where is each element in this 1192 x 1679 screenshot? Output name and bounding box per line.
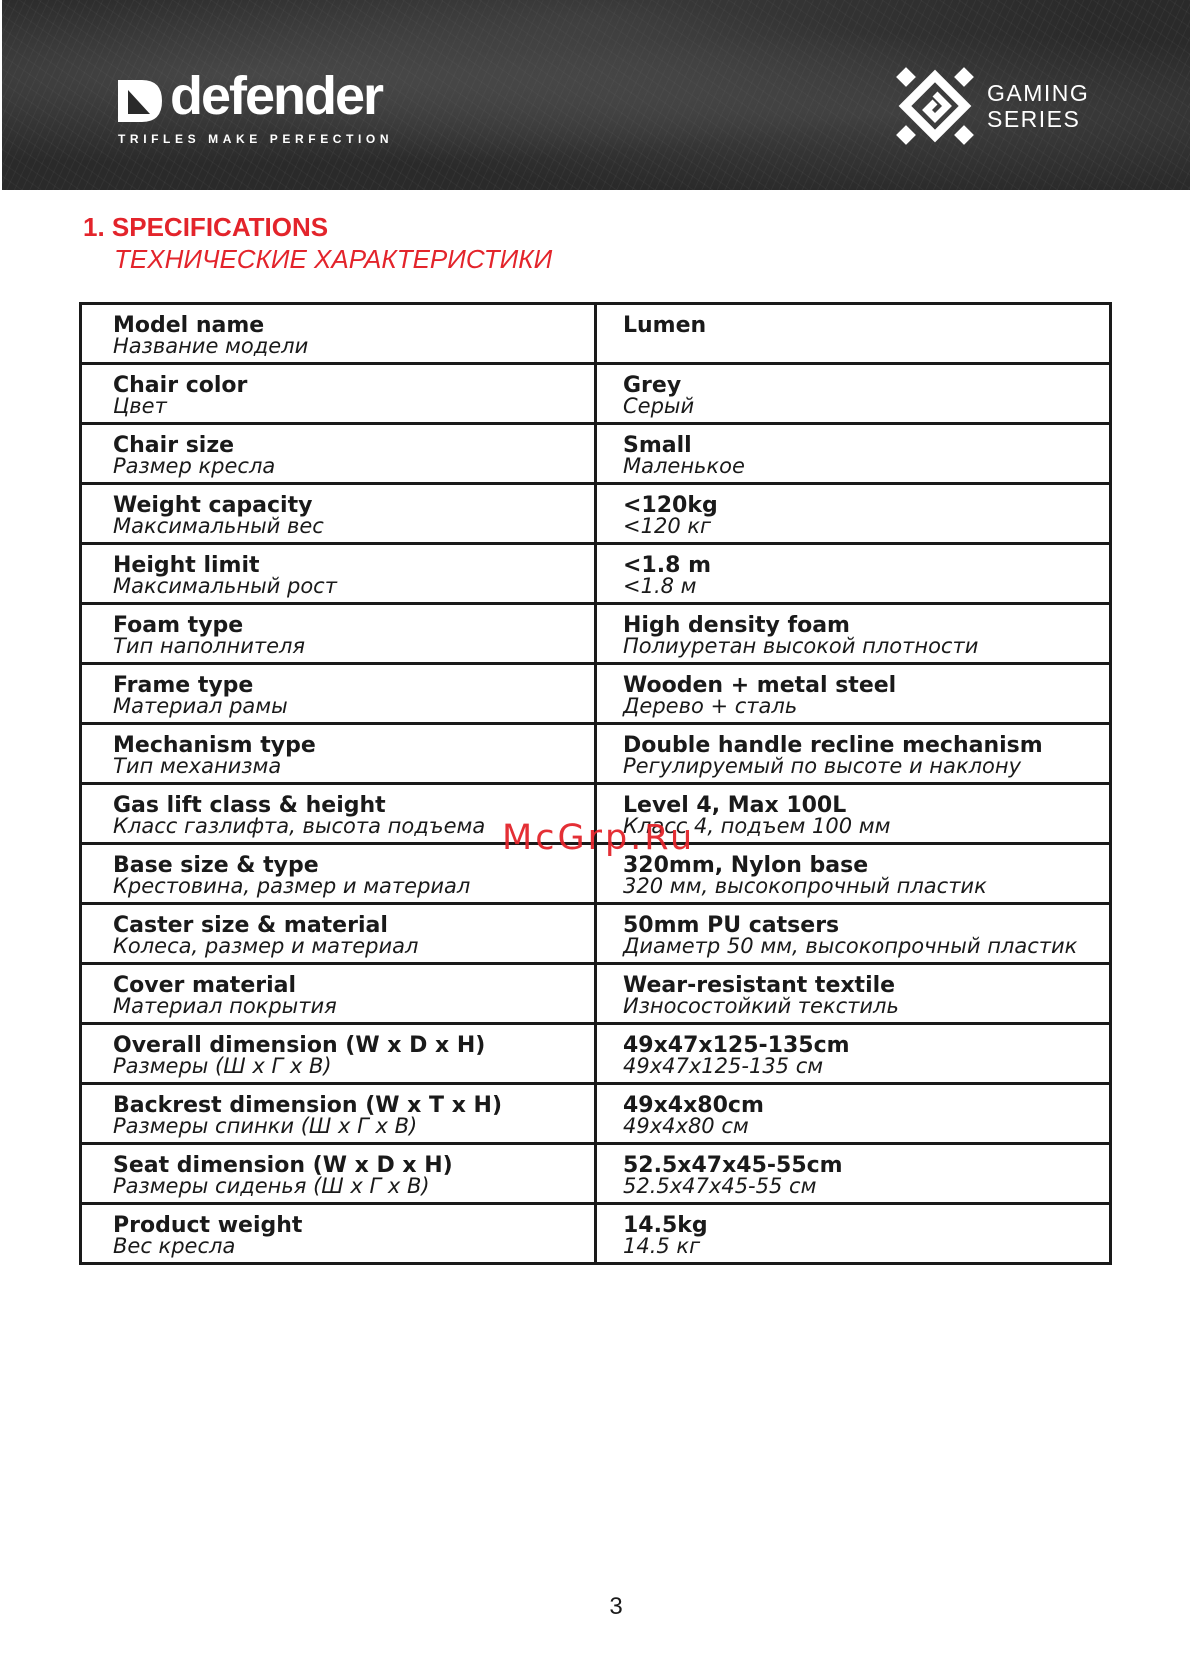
spec-row	[81, 604, 1111, 664]
spec-value-en: <1.8 m	[623, 553, 711, 578]
spec-label-ru: Максимальный рост	[113, 574, 337, 598]
series-line-1: GAMING	[987, 80, 1090, 106]
spec-row	[81, 424, 1111, 484]
gaming-series-logo	[895, 66, 1095, 150]
spec-value-en: High density foam	[623, 613, 850, 638]
spec-value-en: Grey	[623, 373, 682, 398]
spec-label-en: Overall dimension (W x D x H)	[113, 1033, 486, 1058]
spec-value-ru: 14.5 кг	[623, 1234, 701, 1258]
series-line-2: SERIES	[987, 106, 1081, 132]
spec-row	[81, 484, 1111, 544]
spec-value-en: <120kg	[623, 493, 718, 518]
spec-label-ru: Тип наполнителя	[113, 634, 306, 658]
spec-row	[81, 1144, 1111, 1204]
spec-label-ru: Размеры сиденья (Ш х Г х В)	[113, 1174, 430, 1198]
spec-label-ru: Вес кресла	[113, 1234, 236, 1258]
spec-value-cell	[596, 544, 1111, 604]
spec-value-cell	[596, 604, 1111, 664]
brand-name: defender	[170, 66, 383, 126]
spec-value-en: Wear-resistant textile	[623, 973, 896, 998]
spec-value-en: 49x47x125-135cm	[623, 1033, 850, 1058]
spec-value-cell	[596, 1084, 1111, 1144]
spec-label-en: Cover material	[113, 973, 297, 998]
spec-label-en: Chair size	[113, 433, 235, 458]
header-banner	[2, 0, 1190, 190]
spec-value-ru: 52.5x47x45-55 см	[623, 1174, 817, 1198]
spec-label-ru: Материал рамы	[113, 694, 288, 718]
spec-value-cell	[596, 484, 1111, 544]
spec-row	[81, 724, 1111, 784]
spec-value-en: 14.5kg	[623, 1213, 708, 1238]
spec-label-cell	[81, 544, 596, 604]
spec-label-en: Height limit	[113, 553, 260, 578]
spec-label-cell	[81, 484, 596, 544]
gaming-series-text	[987, 80, 1089, 132]
brand-tagline: TRIFLES MAKE PERFECTION	[118, 132, 394, 146]
spec-label-cell	[81, 904, 596, 964]
specifications-body	[81, 304, 1111, 1264]
spec-label-en: Base size & type	[113, 853, 319, 878]
page-number: 3	[609, 1593, 623, 1620]
spec-label-cell	[81, 1084, 596, 1144]
specifications-table	[79, 302, 1112, 1265]
spec-value-cell	[596, 964, 1111, 1024]
defender-logo	[116, 66, 436, 152]
spec-row	[81, 544, 1111, 604]
spec-value-cell	[596, 364, 1111, 424]
spec-value-cell	[596, 1204, 1111, 1264]
spec-label-ru: Колеса, размер и материал	[113, 934, 419, 958]
gaming-diamond-icon	[895, 66, 975, 146]
spec-value-cell	[596, 724, 1111, 784]
spec-value-en: 320mm, Nylon base	[623, 853, 869, 878]
spec-label-cell	[81, 604, 596, 664]
spec-label-ru: Размеры спинки (Ш х Г х В)	[113, 1114, 418, 1138]
spec-label-en: Chair color	[113, 373, 248, 398]
spec-label-cell	[81, 424, 596, 484]
spec-row	[81, 364, 1111, 424]
spec-value-en: Wooden + metal steel	[623, 673, 897, 698]
defender-d-icon	[116, 78, 164, 124]
spec-value-cell	[596, 304, 1111, 364]
spec-label-cell	[81, 364, 596, 424]
spec-label-cell	[81, 1024, 596, 1084]
spec-value-en: 50mm PU catsers	[623, 913, 840, 938]
spec-label-ru: Цвет	[113, 394, 167, 418]
spec-value-en: Small	[623, 433, 692, 458]
spec-label-en: Frame type	[113, 673, 254, 698]
spec-row	[81, 1024, 1111, 1084]
spec-value-ru: Серый	[623, 394, 695, 418]
spec-label-ru: Размеры (Ш х Г х В)	[113, 1054, 332, 1078]
spec-value-en: 49x4x80cm	[623, 1093, 764, 1118]
spec-row	[81, 964, 1111, 1024]
spec-value-en: Lumen	[623, 313, 707, 338]
spec-label-ru: Крестовина, размер и материал	[113, 874, 471, 898]
spec-label-en: Seat dimension (W x D x H)	[113, 1153, 453, 1178]
spec-value-ru: <120 кг	[623, 514, 712, 538]
spec-label-cell	[81, 964, 596, 1024]
spec-label-en: Backrest dimension (W x T x H)	[113, 1093, 503, 1118]
spec-label-en: Mechanism type	[113, 733, 316, 758]
spec-label-ru: Тип механизма	[113, 754, 282, 778]
spec-value-cell	[596, 904, 1111, 964]
section-title: 1. SPECIFICATIONS	[83, 212, 329, 242]
spec-value-ru: Износостойкий текстиль	[623, 994, 899, 1018]
section-subtitle: ТЕХНИЧЕСКИЕ ХАРАКТЕРИСТИКИ	[114, 244, 553, 274]
spec-label-cell	[81, 1144, 596, 1204]
spec-label-cell	[81, 304, 596, 364]
spec-label-ru: Название модели	[113, 334, 309, 358]
spec-label-cell	[81, 724, 596, 784]
spec-label-en: Foam type	[113, 613, 244, 638]
spec-value-ru: 49x47x125-135 см	[623, 1054, 824, 1078]
spec-row	[81, 304, 1111, 364]
spec-label-cell	[81, 1204, 596, 1264]
spec-value-en: Level 4, Max 100L	[623, 793, 847, 818]
spec-value-ru: Полиуретан высокой плотности	[623, 634, 979, 658]
spec-value-ru: <1.8 м	[623, 574, 697, 598]
spec-label-ru: Класс газлифта, высота подъема	[113, 814, 486, 838]
spec-value-cell	[596, 1144, 1111, 1204]
spec-value-cell	[596, 1024, 1111, 1084]
spec-value-ru: Класс 4, подъем 100 мм	[623, 814, 891, 838]
spec-label-ru: Размер кресла	[113, 454, 276, 478]
site-watermark: McGrp.Ru	[502, 818, 696, 858]
spec-label-en: Weight capacity	[113, 493, 313, 518]
spec-value-ru: Регулируемый по высоте и наклону	[623, 754, 1022, 778]
spec-row	[81, 664, 1111, 724]
spec-value-ru: Диаметр 50 мм, высокопрочный пластик	[623, 934, 1078, 958]
spec-value-ru: Маленькое	[623, 454, 745, 478]
spec-value-ru: 320 мм, высокопрочный пластик	[623, 874, 987, 898]
spec-label-en: Gas lift class & height	[113, 793, 386, 818]
spec-row	[81, 904, 1111, 964]
spec-value-cell	[596, 664, 1111, 724]
spec-value-ru: 49x4x80 см	[623, 1114, 749, 1138]
spec-value-ru: Дерево + сталь	[623, 694, 798, 718]
spec-value-en: 52.5x47x45-55cm	[623, 1153, 843, 1178]
spec-row	[81, 1204, 1111, 1264]
spec-label-en: Product weight	[113, 1213, 303, 1238]
spec-label-cell	[81, 664, 596, 724]
spec-label-en: Model name	[113, 313, 265, 338]
spec-label-ru: Максимальный вес	[113, 514, 324, 538]
spec-label-ru: Материал покрытия	[113, 994, 337, 1018]
spec-row	[81, 1084, 1111, 1144]
spec-value-en: Double handle recline mechanism	[623, 733, 1043, 758]
spec-label-en: Caster size & material	[113, 913, 388, 938]
spec-value-cell	[596, 424, 1111, 484]
